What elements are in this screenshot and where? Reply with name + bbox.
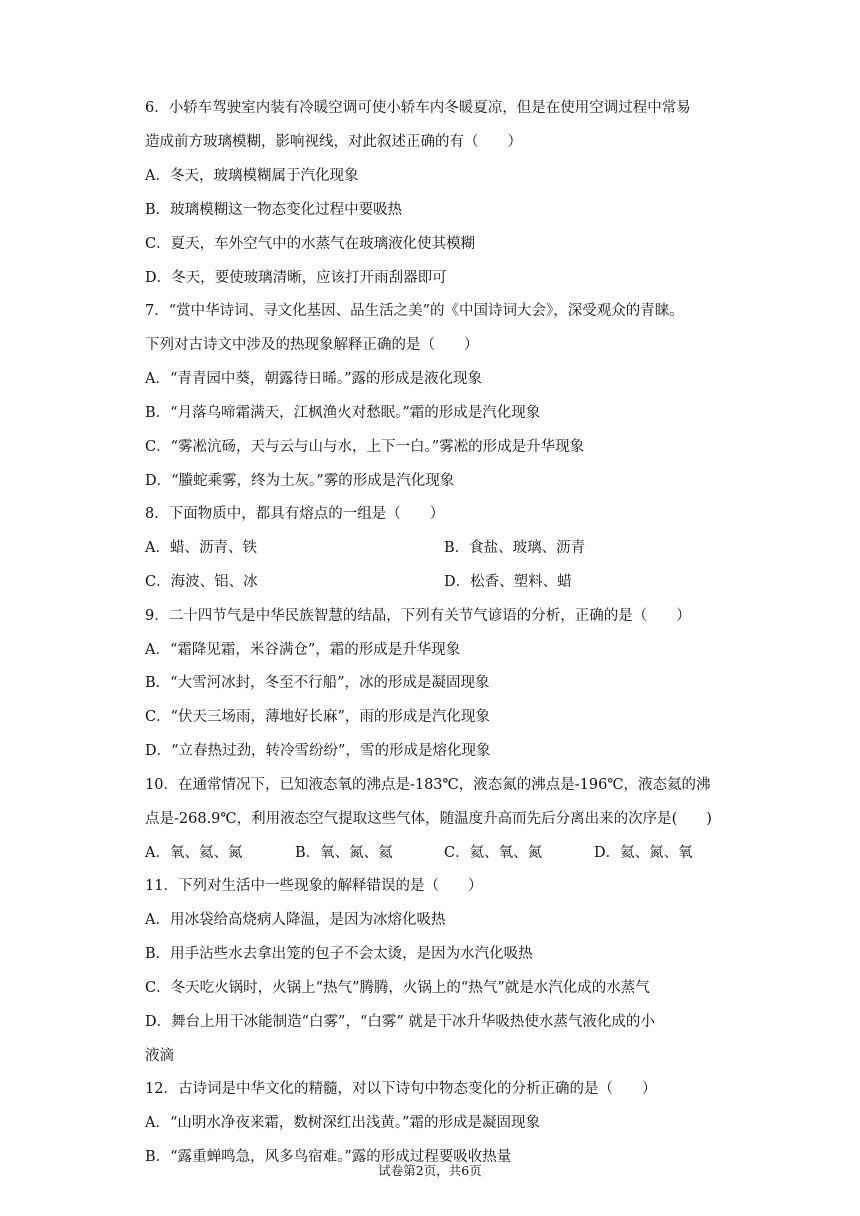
question-7-option-b: B．“月落乌啼霜满天，江枫渔火对愁眠。”霜的形成是汽化现象	[145, 405, 541, 421]
page-footer: 试卷第2页，共6页	[378, 1163, 482, 1178]
question-10-option-a: A．氧、氦、氮	[145, 845, 243, 861]
question-9-stem: 9．二十四节气是中华民族智慧的结晶，下列有关节气谚语的分析，正确的是（ ）	[145, 608, 691, 624]
question-10-stem-line-1: 10．在通常情况下，已知液态氧的沸点是-183℃，液态氮的沸点是-196℃，液态氦的沸	[145, 777, 711, 793]
question-12-option-b: B．“露重蝉鸣急，风多鸟宿难。”露的形成过程要吸收热量	[145, 1149, 512, 1165]
question-11-option-d-line-2: 液滴	[145, 1048, 174, 1064]
question-7-option-d: D．“螣蛇乘雾，终为土灰。”雾的形成是汽化现象	[145, 473, 455, 489]
question-7-stem-line-2: 下列对古诗文中涉及的热现象解释正确的是（ ）	[145, 337, 479, 353]
question-10-option-c: C．氦、氧、氮	[444, 845, 543, 861]
question-6-stem-line-2: 造成前方玻璃模糊，影响视线，对此叙述正确的有（ ）	[145, 134, 522, 150]
question-6-stem-line-1: 6．小轿车驾驶室内装有冷暖空调可使小轿车内冬暖夏凉，但是在使用空调过程中常易	[145, 100, 691, 116]
question-11-stem: 11．下列对生活中一些现象的解释错误的是（ ）	[145, 878, 483, 894]
question-8-option-b: B．食盐、玻璃、沥青	[444, 540, 586, 556]
question-11-option-a: A．用冰袋给高烧病人降温，是因为冰熔化吸热	[145, 912, 446, 928]
question-8-option-d: D．松香、塑料、蜡	[444, 574, 572, 590]
question-11-option-c: C．冬天吃火锅时，火锅上“热气”腾腾，火锅上的“热气”就是水汽化成的水蒸气	[145, 980, 650, 996]
question-7-stem-line-1: 7．“赏中华诗词、寻文化基因、品生活之美”的《中国诗词大会》，深受观众的青睐。	[145, 303, 684, 319]
question-8-option-a: A．蜡、沥青、铁	[145, 540, 257, 556]
question-10-option-b: B．氧、氮、氦	[295, 845, 393, 861]
question-12-stem: 12．古诗词是中华文化的精髓，对以下诗句中物态变化的分析正确的是（ ）	[145, 1081, 657, 1097]
question-6-option-b: B．玻璃模糊这一物态变化过程中要吸热	[145, 202, 403, 218]
question-6-option-a: A．冬天，玻璃模糊属于汽化现象	[145, 168, 359, 184]
question-9-option-a: A．“霜降见霜，米谷满仓”，霜的形成是升华现象	[145, 642, 461, 658]
question-12-option-a: A．“山明水净夜来霜，数树深红出浅黄。”霜的形成是凝固现象	[145, 1115, 541, 1131]
question-10-stem-line-2: 点是-268.9℃，利用液态空气提取这些气体，随温度升高而先后分离出来的次序是( )	[145, 811, 712, 827]
question-6-option-c: C．夏天，车外空气中的水蒸气在玻璃液化使其模糊	[145, 236, 476, 252]
question-8-option-c: C．海波、铝、冰	[145, 574, 258, 590]
question-8-stem: 8．下面物质中，都具有熔点的一组是（ ）	[145, 506, 445, 522]
question-11-option-b: B．用手沾些水去拿出笼的包子不会太烫，是因为水汽化吸热	[145, 946, 533, 962]
question-9-option-b: B．“大雪河冰封，冬至不行船”，冰的形成是凝固现象	[145, 675, 490, 691]
question-9-option-c: C．“伏天三场雨，薄地好长麻”，雨的形成是汽化现象	[145, 709, 490, 725]
question-10-option-d: D．氦、氮、氧	[594, 845, 693, 861]
question-7-option-a: A．“青青园中葵，朝露待日晞。”露的形成是液化现象	[145, 371, 483, 387]
question-11-option-d-line-1: D．舞台上用干冰能制造“白雾”，“白雾” 就是干冰升华吸热使水蒸气液化成的小	[145, 1014, 655, 1030]
question-7-option-c: C．“雾凇沆砀，天与云与山与水，上下一白。”雾凇的形成是升华现象	[145, 439, 585, 455]
question-6-option-d: D．冬天，要使玻璃清晰，应该打开雨刮器即可	[145, 270, 447, 286]
question-9-option-d: D．“立春热过劲，转冷雪纷纷”，雪的形成是熔化现象	[145, 743, 491, 759]
